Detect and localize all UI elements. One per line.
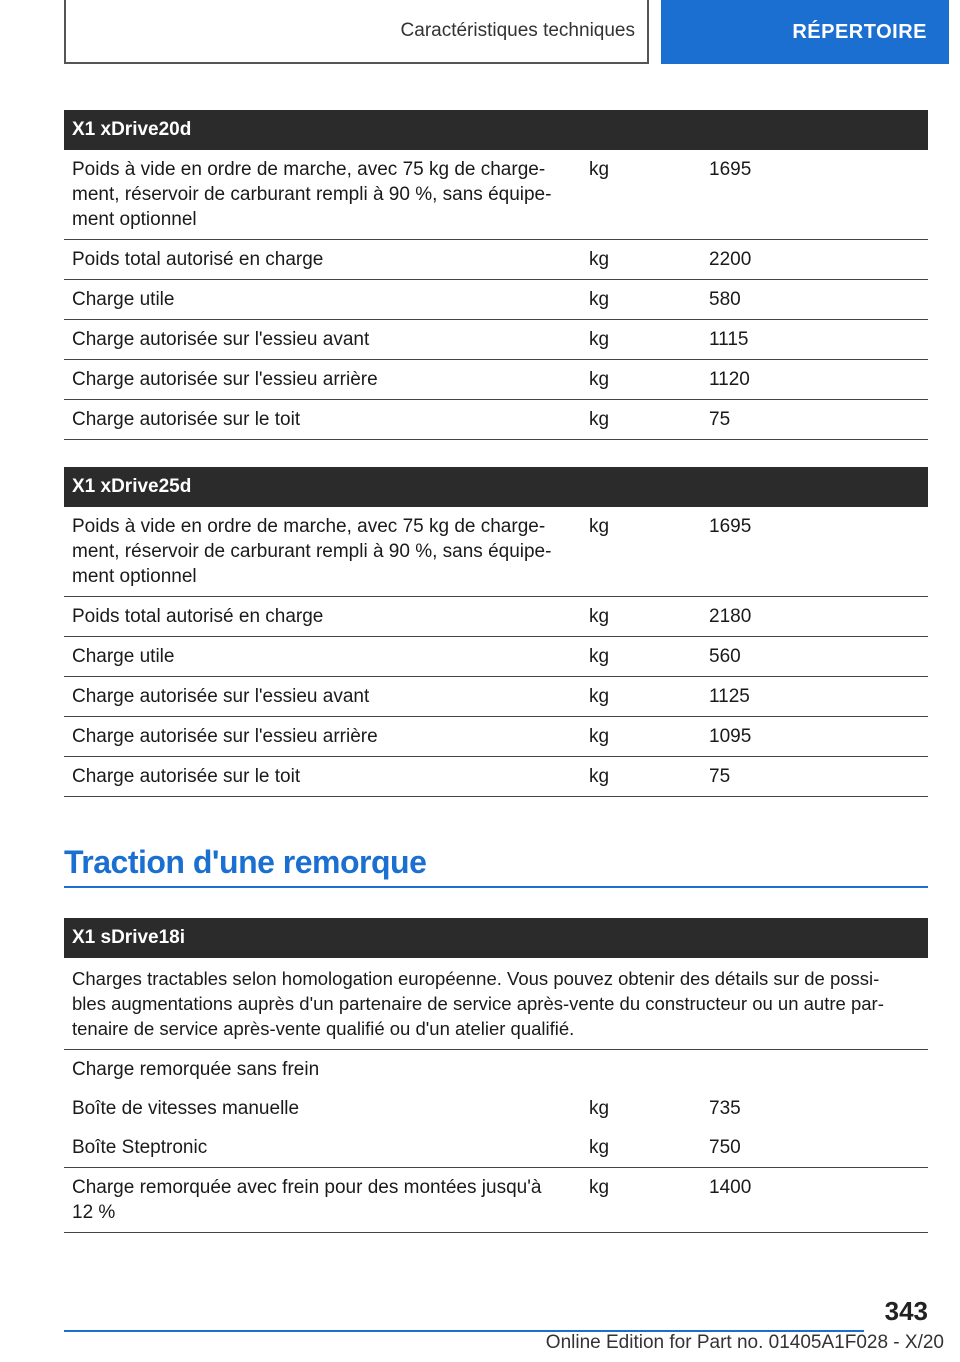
row-label: Poids total autorisé en charge [72, 606, 324, 627]
row-value: 75 [709, 766, 731, 787]
table-row [64, 240, 928, 280]
row-unit: kg [589, 1137, 610, 1158]
row-value: 1695 [709, 516, 752, 537]
table-title: X1 sDrive18i [64, 918, 928, 958]
row-value: 750 [709, 1137, 741, 1158]
index-button-label: RÉPERTOIRE [792, 20, 927, 43]
spec-table-xdrive20d [64, 110, 928, 440]
section-header[interactable] [64, 0, 649, 64]
table-row [64, 1128, 928, 1168]
table-row [64, 507, 928, 597]
table-row [64, 637, 928, 677]
table-row [64, 280, 928, 320]
row-unit: kg [589, 646, 610, 667]
towing-note: Charges tractables selon homologation européenne. Vous pouvez obtenir des détails sur de possi- bles augmentations auprès d'un partenaire de service après-vente du constructeur ou un autre par- tenaire de service après-vente qualifié ou d'un atelier qualifié. [72, 968, 884, 1039]
row-unit: kg [589, 1177, 610, 1198]
table-row [64, 757, 928, 797]
row-value: 1400 [709, 1177, 752, 1198]
row-value: 1115 [709, 329, 749, 350]
row-unit: kg [589, 516, 610, 537]
row-value: 580 [709, 289, 741, 310]
towing-section-heading: Traction d'une remorque [64, 840, 928, 888]
row-label: Poids à vide en ordre de marche, avec 75 kg de charge- ment, réservoir de carburant rempli à 90 %, sans équipe- ment optionnel [72, 516, 552, 587]
towing-note-row [64, 958, 928, 1050]
row-unit: kg [589, 686, 610, 707]
row-label: Charge remorquée avec frein pour des montées jusqu'à 12 % [72, 1177, 542, 1223]
table-row [64, 597, 928, 637]
row-value: 1695 [709, 159, 752, 180]
row-label: Poids à vide en ordre de marche, avec 75 kg de charge- ment, réservoir de carburant rempli à 90 %, sans équipe- ment optionnel [72, 159, 552, 230]
section-title[interactable]: Caractéristiques techniques [400, 20, 635, 41]
row-value: 2200 [709, 249, 752, 270]
row-label: Charge autorisée sur le toit [72, 766, 301, 787]
page-number: 343 [884, 1296, 928, 1326]
row-unit: kg [589, 329, 610, 350]
table-row [64, 320, 928, 360]
table-title: X1 xDrive25d [64, 467, 928, 507]
row-unit: kg [589, 159, 610, 180]
row-value: 735 [709, 1098, 741, 1119]
edition-footer: Online Edition for Part no. 01405A1F028 - X/20 [545, 1332, 944, 1353]
table-row [64, 1050, 928, 1089]
spec-table-xdrive25d [64, 467, 928, 797]
row-unit: kg [589, 289, 610, 310]
row-label: Charge autorisée sur l'essieu avant [72, 329, 370, 350]
table-row [64, 1168, 928, 1233]
row-value: 1125 [709, 686, 750, 707]
table-title: X1 xDrive20d [64, 110, 928, 150]
row-unit: kg [589, 726, 610, 747]
row-unit: kg [589, 249, 610, 270]
table-row [64, 400, 928, 440]
row-unit: kg [589, 409, 610, 430]
row-value: 1095 [709, 726, 752, 747]
table-row [64, 150, 928, 240]
row-value: 560 [709, 646, 741, 667]
row-label: Poids total autorisé en charge [72, 249, 324, 270]
row-value: 1120 [709, 369, 750, 390]
table-row [64, 717, 928, 757]
row-label: Charge autorisée sur l'essieu arrière [72, 369, 378, 390]
row-unit: kg [589, 766, 610, 787]
row-label: Charge autorisée sur le toit [72, 409, 301, 430]
row-value: 75 [709, 409, 731, 430]
row-label: Boîte Steptronic [72, 1137, 208, 1158]
row-unit: kg [589, 369, 610, 390]
row-label: Charge autorisée sur l'essieu arrière [72, 726, 378, 747]
table-row [64, 1089, 928, 1128]
row-value: 2180 [709, 606, 752, 627]
index-button[interactable] [661, 0, 949, 64]
row-label: Charge remorquée sans frein [72, 1059, 320, 1080]
table-row [64, 360, 928, 400]
row-unit: kg [589, 606, 610, 627]
row-label: Charge utile [72, 289, 175, 310]
row-label: Charge utile [72, 646, 175, 667]
row-label: Charge autorisée sur l'essieu avant [72, 686, 370, 707]
table-row [64, 677, 928, 717]
towing-table [64, 918, 928, 1233]
row-label: Boîte de vitesses manuelle [72, 1098, 300, 1119]
row-unit: kg [589, 1098, 610, 1119]
